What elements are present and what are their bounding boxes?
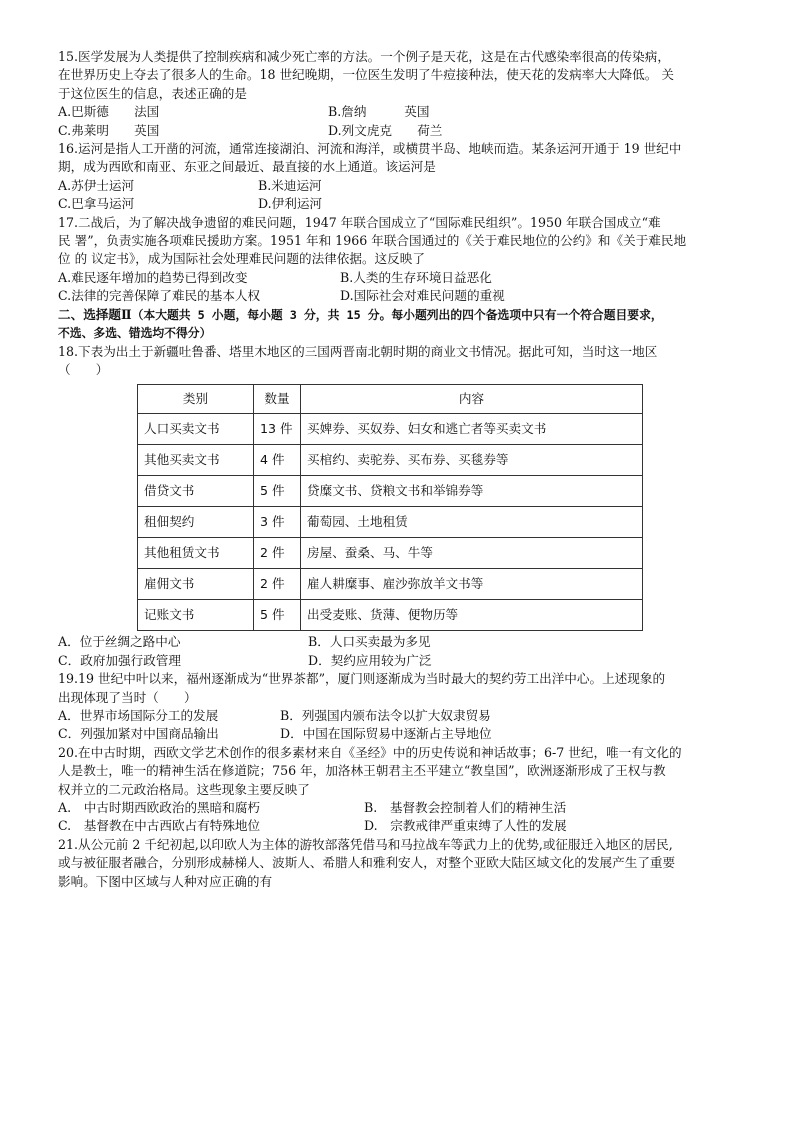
table-row xyxy=(138,569,643,600)
question-17-stem-line-3: 位 的 议定书》，成为国际社会处理难民问题的法律依据。这反映了 xyxy=(58,251,425,267)
question-18-options-row-2 xyxy=(58,652,742,670)
question-15 xyxy=(58,48,742,140)
question-19 xyxy=(58,670,742,744)
table-cell-count: 5 件 xyxy=(254,476,301,507)
question-18-options-row-1 xyxy=(58,633,742,651)
question-18 xyxy=(58,343,742,671)
question-16-options-row-1 xyxy=(58,177,742,195)
table-cell-content: 贷糜文书、贷粮文书和举锦券等 xyxy=(301,476,643,507)
option-b[interactable]: B．人口买卖最为多见 xyxy=(308,634,431,650)
question-17-stem-line-1: 17.二战后，为了解决战争遗留的难民问题，1947 年联合国成立了“国际难民组织”。1950 年联合国成立“难 xyxy=(58,214,661,230)
table-cell-category: 雇佣文书 xyxy=(138,569,254,600)
table-cell-count: 13 件 xyxy=(254,414,301,445)
table-row xyxy=(138,445,643,476)
table-cell-content: 出受麦账、货薄、便物历等 xyxy=(301,600,643,631)
option-d[interactable]: D. 宗教戒律严重束缚了人性的发展 xyxy=(364,818,567,834)
section-2-header xyxy=(58,306,742,343)
table-cell-count: 3 件 xyxy=(254,507,301,538)
option-d[interactable]: D．中国在国际贸易中逐渐占主导地位 xyxy=(280,726,492,742)
table-cell-content: 买棺约、卖驼券、买布券、买毯券等 xyxy=(301,445,643,476)
column-header: 内容 xyxy=(301,385,643,414)
option-a[interactable]: A.巴斯德 法国 xyxy=(58,104,160,120)
question-19-stem-line-2: 出现体现了当时（ ） xyxy=(58,689,197,705)
table-cell-content: 雇人耕糜事、雇沙弥放羊文书等 xyxy=(301,569,643,600)
option-c[interactable]: C.法律的完善保障了难民的基本人权 xyxy=(58,288,261,304)
table-row xyxy=(138,507,643,538)
section-2-note: （本大题共 5 小题，每小题 3 分，共 15 分。每小题列出的四个备选项中只有一个符合题目要求， xyxy=(131,307,663,322)
question-15-options-row-1 xyxy=(58,103,742,121)
option-a[interactable]: A.苏伊士运河 xyxy=(58,177,135,193)
table-cell-content: 葡萄园、土地租赁 xyxy=(301,507,643,538)
question-17-options-row-1 xyxy=(58,269,742,287)
option-b[interactable]: B．列强国内颁布法令以扩大奴隶贸易 xyxy=(280,707,491,723)
question-19-options-row-2 xyxy=(58,725,742,743)
option-a[interactable]: A.难民逐年增加的趋势已得到改变 xyxy=(58,269,248,285)
option-b[interactable]: B.人类的生存环境日益恶化 xyxy=(340,269,492,285)
question-16 xyxy=(58,140,742,214)
table-cell-count: 4 件 xyxy=(254,445,301,476)
answer-blank: （ ） xyxy=(58,361,109,377)
question-21-stem-line-2: 或与被征服者融合，分别形成赫梯人、波斯人、希腊人和雅利安人，对整个亚欧大陆区域文化的发展产生了重要 xyxy=(58,855,676,871)
option-b[interactable]: B.米迪运河 xyxy=(258,177,322,193)
question-16-options-row-2 xyxy=(58,195,742,213)
question-17-stem-line-2: 民 署”，负责实施各项难民援助方案。1951 年和 1966 年联合国通过的《关于难民地位的公约》和《关于难民地 xyxy=(58,233,687,249)
question-20-stem-line-1: 20.在中古时期，西欧文学艺术创作的很多素材来自《圣经》中的历史传说和神话故事；6-7 世纪，唯一有文化的 xyxy=(58,744,682,760)
question-20-stem-line-3: 权并立的二元政治格局。这些现象主要反映了 xyxy=(58,781,310,797)
option-a[interactable]: A．位于丝绸之路中心 xyxy=(58,634,181,650)
table-cell-count: 2 件 xyxy=(254,538,301,569)
table-cell-category: 记账文书 xyxy=(138,600,254,631)
column-header: 数量 xyxy=(254,385,301,414)
question-16-stem-line-1: 16.运河是指人工开凿的河流，通常连接湖泊、河流和海洋，或横贯半岛、地峡而造。某条运河开通于 19 世纪中 xyxy=(58,141,682,157)
question-19-stem-line-1: 19.19 世纪中叶以来，福州逐渐成为“世界茶都”，厦门则逐渐成为当时最大的契约劳工出洋中心。上述现象的 xyxy=(58,671,666,687)
table-row xyxy=(138,414,643,445)
table-row xyxy=(138,600,643,631)
question-20-options-row-2 xyxy=(58,817,742,835)
commercial-documents-table xyxy=(137,384,643,631)
table-cell-category: 借贷文书 xyxy=(138,476,254,507)
table-cell-category: 其他租赁文书 xyxy=(138,538,254,569)
section-2-heading: 二、选择题Ⅱ xyxy=(58,306,132,322)
table-cell-content: 买婢券、买奴券、妇女和逃亡者等买卖文书 xyxy=(301,414,643,445)
option-b[interactable]: B.詹纳 英国 xyxy=(328,104,430,120)
option-a[interactable]: A．世界市场国际分工的发展 xyxy=(58,707,219,723)
table-cell-category: 人口买卖文书 xyxy=(138,414,254,445)
question-15-options-row-2 xyxy=(58,122,742,140)
table-cell-count: 5 件 xyxy=(254,600,301,631)
table-cell-count: 2 件 xyxy=(254,569,301,600)
question-15-stem-line-3: 于这位医生的信息，表述正确的是 xyxy=(58,85,247,101)
question-21-stem-line-1: 21.从公元前 2 千纪初起,以印欧人为主体的游牧部落凭借马和马拉战车等武力上的优势,或征服迁入地区的居民, xyxy=(58,836,673,852)
question-20-stem-line-2: 人是教士，唯一的精神生活在修道院；756 年，加洛林王朝君主丕平建立“教皇国”，欧洲逐渐形成了王权与教 xyxy=(58,763,666,779)
option-c[interactable]: C. 基督教在中古西欧占有特殊地位 xyxy=(58,818,261,834)
table-cell-category: 其他买卖文书 xyxy=(138,445,254,476)
question-15-stem-line-2: 在世界历史上夺去了很多人的生命。18 世纪晚期，一位医生发明了牛痘接种法，使天花的发病率大大降低。 关 xyxy=(58,67,674,83)
option-d[interactable]: D.国际社会对难民问题的重视 xyxy=(340,288,505,304)
option-c[interactable]: C．政府加强行政管理 xyxy=(58,652,181,668)
option-a[interactable]: A. 中古时期西欧政治的黑暗和腐朽 xyxy=(58,799,261,815)
option-d[interactable]: D．契约应用较为广泛 xyxy=(308,652,432,668)
question-20 xyxy=(58,744,742,836)
option-c[interactable]: C.弗莱明 英国 xyxy=(58,122,160,138)
section-2-heading-line xyxy=(58,306,742,324)
question-17-options-row-2 xyxy=(58,287,742,305)
column-header: 类别 xyxy=(138,385,254,414)
option-c[interactable]: C.巴拿马运河 xyxy=(58,196,135,212)
question-21-stem-line-3: 影响。下图中区域与人种对应正确的有 xyxy=(58,873,273,889)
question-21 xyxy=(58,836,742,891)
option-d[interactable]: D.伊利运河 xyxy=(258,196,323,212)
question-16-stem-line-2: 期，成为西欧和南亚、东亚之间最近、最直接的水上通道。该运河是 xyxy=(58,159,436,175)
option-d[interactable]: D.列文虎克 荷兰 xyxy=(328,122,443,138)
table-row xyxy=(138,476,643,507)
exam-page xyxy=(58,48,742,891)
question-19-options-row-1 xyxy=(58,707,742,725)
question-18-stem: 18.下表为出土于新疆吐鲁番、塔里木地区的三国两晋南北朝时期的商业文书情况。据此可知，当时这一地区 xyxy=(58,343,658,359)
option-c[interactable]: C．列强加紧对中国商品输出 xyxy=(58,726,219,742)
option-b[interactable]: B. 基督教会控制着人们的精神生活 xyxy=(364,799,567,815)
section-2-note-line-2: 不选、多选、错选均不得分） xyxy=(58,326,212,341)
question-20-options-row-1 xyxy=(58,799,742,817)
question-17 xyxy=(58,214,742,306)
question-15-stem-line-1: 15.医学发展为人类提供了控制疾病和减少死亡率的方法。一个例子是天花，这是在古代感染率很高的传染病， xyxy=(58,49,670,64)
table-row xyxy=(138,538,643,569)
table-header-row xyxy=(138,385,643,414)
table-cell-content: 房屋、蚕桑、马、牛等 xyxy=(301,538,643,569)
table-cell-category: 租佃契约 xyxy=(138,507,254,538)
